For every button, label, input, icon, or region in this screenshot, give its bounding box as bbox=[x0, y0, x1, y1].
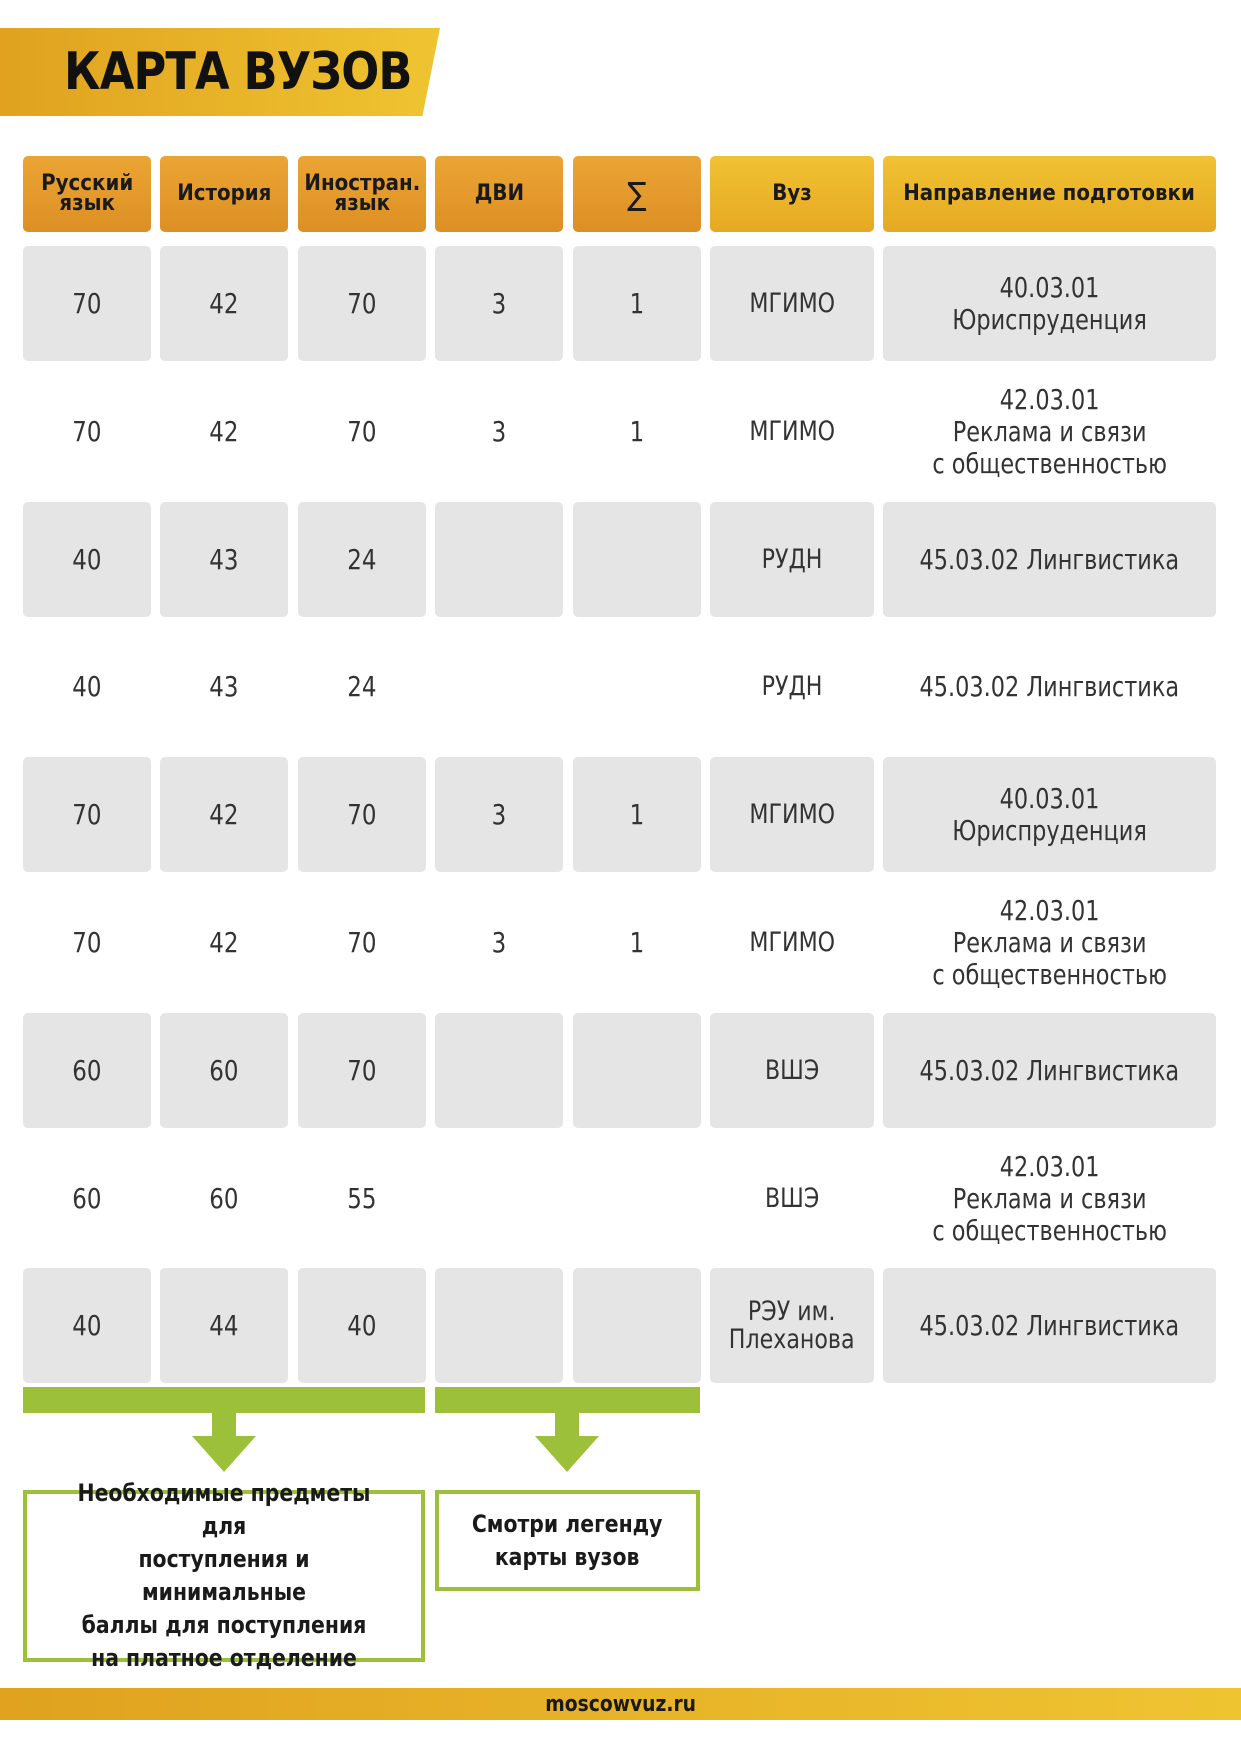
cell-university bbox=[710, 246, 874, 361]
cell-program bbox=[883, 1013, 1216, 1128]
cell-sum-value: 1 bbox=[629, 925, 645, 959]
header-university bbox=[710, 156, 874, 232]
cell-history-value: 60 bbox=[209, 1053, 239, 1087]
cell-university-value: МГИМО bbox=[749, 287, 835, 319]
cell-history-value: 43 bbox=[209, 542, 239, 576]
cell-history bbox=[160, 757, 288, 872]
cell-history-value: 44 bbox=[209, 1308, 239, 1342]
cell-program bbox=[883, 1141, 1216, 1256]
cell-program bbox=[883, 629, 1216, 744]
cell-university bbox=[710, 502, 874, 617]
cell-dvi-value: 3 bbox=[491, 797, 507, 831]
header-russian bbox=[23, 156, 151, 232]
cell-foreign-language-value: 70 bbox=[347, 1053, 377, 1087]
cell-russian-value: 70 bbox=[72, 414, 102, 448]
header-university-label: Вуз bbox=[772, 181, 812, 206]
cell-sum bbox=[573, 1141, 701, 1256]
cell-program-value: 45.03.02 Лингвистика bbox=[919, 669, 1180, 703]
cell-dvi bbox=[435, 757, 563, 872]
cell-dvi bbox=[435, 629, 563, 744]
cell-foreign-language bbox=[298, 1013, 426, 1128]
header-foreign-language-label: Иностран. язык bbox=[304, 171, 420, 216]
cell-program-value: 45.03.02 Лингвистика bbox=[919, 1053, 1180, 1087]
legend-arrow-stem-dvi bbox=[555, 1413, 579, 1437]
cell-program bbox=[883, 757, 1216, 872]
cell-dvi-value: 3 bbox=[491, 286, 507, 320]
cell-program-value: 42.03.01 Реклама и связи с общественностью bbox=[932, 1149, 1167, 1247]
legend-box-subjects bbox=[23, 1479, 425, 1672]
cell-sum bbox=[573, 757, 701, 872]
cell-sum bbox=[573, 246, 701, 361]
cell-university bbox=[710, 757, 874, 872]
page-title: КАРТА ВУЗОВ bbox=[64, 42, 412, 102]
cell-sum-value: 1 bbox=[629, 414, 645, 448]
header-dvi-label: ДВИ bbox=[474, 181, 524, 206]
cell-program bbox=[883, 502, 1216, 617]
cell-foreign-language-value: 24 bbox=[347, 542, 377, 576]
cell-history bbox=[160, 374, 288, 489]
cell-history bbox=[160, 629, 288, 744]
cell-university-value: ВШЭ bbox=[764, 1182, 820, 1214]
cell-program-value: 42.03.01 Реклама и связи с общественностью bbox=[932, 893, 1167, 991]
cell-russian bbox=[23, 629, 151, 744]
cell-university bbox=[710, 1141, 874, 1256]
cell-university-value: РУДН bbox=[761, 543, 823, 575]
cell-history bbox=[160, 1013, 288, 1128]
cell-program bbox=[883, 885, 1216, 1000]
cell-russian-value: 40 bbox=[72, 542, 102, 576]
cell-foreign-language-value: 70 bbox=[347, 797, 377, 831]
cell-russian-value: 70 bbox=[72, 286, 102, 320]
header-sum-label: ∑ bbox=[627, 175, 647, 213]
cell-dvi bbox=[435, 1141, 563, 1256]
cell-russian-value: 70 bbox=[72, 925, 102, 959]
cell-history-value: 42 bbox=[209, 286, 239, 320]
cell-university bbox=[710, 374, 874, 489]
cell-russian-value: 70 bbox=[72, 797, 102, 831]
cell-history bbox=[160, 246, 288, 361]
cell-foreign-language-value: 70 bbox=[347, 414, 377, 448]
cell-sum bbox=[573, 502, 701, 617]
header-history-label: История bbox=[176, 181, 272, 206]
cell-sum bbox=[573, 1013, 701, 1128]
cell-program bbox=[883, 374, 1216, 489]
cell-sum-value: 1 bbox=[629, 286, 645, 320]
cell-university-value: МГИМО bbox=[749, 798, 835, 830]
cell-russian-value: 40 bbox=[72, 669, 102, 703]
cell-sum bbox=[573, 1268, 701, 1383]
cell-dvi bbox=[435, 246, 563, 361]
cell-foreign-language bbox=[298, 885, 426, 1000]
cell-foreign-language bbox=[298, 1268, 426, 1383]
cell-foreign-language-value: 40 bbox=[347, 1308, 377, 1342]
cell-university bbox=[710, 1013, 874, 1128]
cell-foreign-language-value: 70 bbox=[347, 286, 377, 320]
cell-university-value: ВШЭ bbox=[764, 1054, 820, 1086]
cell-history-value: 42 bbox=[209, 925, 239, 959]
cell-university-value: РЭУ им. Плеханова bbox=[729, 1295, 855, 1355]
cell-russian-value: 60 bbox=[72, 1181, 102, 1215]
cell-history bbox=[160, 502, 288, 617]
cell-university bbox=[710, 629, 874, 744]
header-russian-label: Русский язык bbox=[40, 171, 134, 216]
cell-foreign-language-value: 70 bbox=[347, 925, 377, 959]
cell-dvi bbox=[435, 885, 563, 1000]
header-history bbox=[160, 156, 288, 232]
cell-history-value: 43 bbox=[209, 669, 239, 703]
cell-russian-value: 60 bbox=[72, 1053, 102, 1087]
legend-text-subjects: Необходимые предметы для поступления и минимальные баллы для поступления на платное отделение bbox=[77, 1479, 371, 1672]
cell-dvi bbox=[435, 1268, 563, 1383]
legend-arrow-subjects-icon bbox=[192, 1436, 256, 1472]
cell-foreign-language bbox=[298, 502, 426, 617]
cell-history-value: 42 bbox=[209, 797, 239, 831]
cell-foreign-language-value: 55 bbox=[347, 1181, 377, 1215]
cell-dvi bbox=[435, 374, 563, 489]
cell-program-value: 40.03.01 Юриспруденция bbox=[952, 781, 1147, 847]
header-program bbox=[883, 156, 1216, 232]
cell-russian bbox=[23, 374, 151, 489]
cell-program bbox=[883, 246, 1216, 361]
cell-foreign-language bbox=[298, 629, 426, 744]
legend-box-see-legend bbox=[435, 1490, 700, 1591]
cell-program bbox=[883, 1268, 1216, 1383]
cell-foreign-language bbox=[298, 374, 426, 489]
cell-foreign-language bbox=[298, 246, 426, 361]
cell-russian bbox=[23, 885, 151, 1000]
legend-arrow-stem-subjects bbox=[212, 1413, 236, 1437]
legend-bar-subjects bbox=[23, 1387, 425, 1413]
cell-dvi bbox=[435, 502, 563, 617]
cell-program-value: 45.03.02 Лингвистика bbox=[919, 1308, 1180, 1342]
cell-history-value: 42 bbox=[209, 414, 239, 448]
legend-arrow-dvi-icon bbox=[535, 1436, 599, 1472]
header-program-label: Направление подготовки bbox=[903, 181, 1196, 206]
cell-russian bbox=[23, 1268, 151, 1383]
cell-foreign-language-value: 24 bbox=[347, 669, 377, 703]
cell-university-value: МГИМО bbox=[749, 926, 835, 958]
cell-history bbox=[160, 885, 288, 1000]
cell-russian bbox=[23, 246, 151, 361]
cell-russian-value: 40 bbox=[72, 1308, 102, 1342]
cell-sum bbox=[573, 629, 701, 744]
header-dvi bbox=[435, 156, 563, 232]
cell-dvi bbox=[435, 1013, 563, 1128]
header-sum bbox=[573, 156, 701, 232]
cell-history bbox=[160, 1268, 288, 1383]
cell-university-value: РУДН bbox=[761, 670, 823, 702]
cell-history bbox=[160, 1141, 288, 1256]
legend-bar-dvi bbox=[435, 1387, 700, 1413]
cell-university bbox=[710, 885, 874, 1000]
cell-russian bbox=[23, 757, 151, 872]
cell-program-value: 45.03.02 Лингвистика bbox=[919, 542, 1180, 576]
cell-russian bbox=[23, 1013, 151, 1128]
cell-sum bbox=[573, 374, 701, 489]
footer-site-link[interactable]: moscowvuz.ru bbox=[545, 1691, 696, 1717]
cell-foreign-language bbox=[298, 1141, 426, 1256]
cell-program-value: 42.03.01 Реклама и связи с общественностью bbox=[932, 382, 1167, 480]
cell-russian bbox=[23, 502, 151, 617]
cell-sum-value: 1 bbox=[629, 797, 645, 831]
cell-dvi-value: 3 bbox=[491, 414, 507, 448]
cell-university bbox=[710, 1268, 874, 1383]
cell-program-value: 40.03.01 Юриспруденция bbox=[952, 270, 1147, 336]
cell-university-value: МГИМО bbox=[749, 415, 835, 447]
legend-text-see-legend: Смотри легенду карты вузов bbox=[472, 1509, 663, 1571]
footer-bar bbox=[0, 1688, 1241, 1720]
cell-russian bbox=[23, 1141, 151, 1256]
cell-sum bbox=[573, 885, 701, 1000]
header-foreign-language bbox=[298, 156, 426, 232]
cell-foreign-language bbox=[298, 757, 426, 872]
cell-history-value: 60 bbox=[209, 1181, 239, 1215]
cell-dvi-value: 3 bbox=[491, 925, 507, 959]
